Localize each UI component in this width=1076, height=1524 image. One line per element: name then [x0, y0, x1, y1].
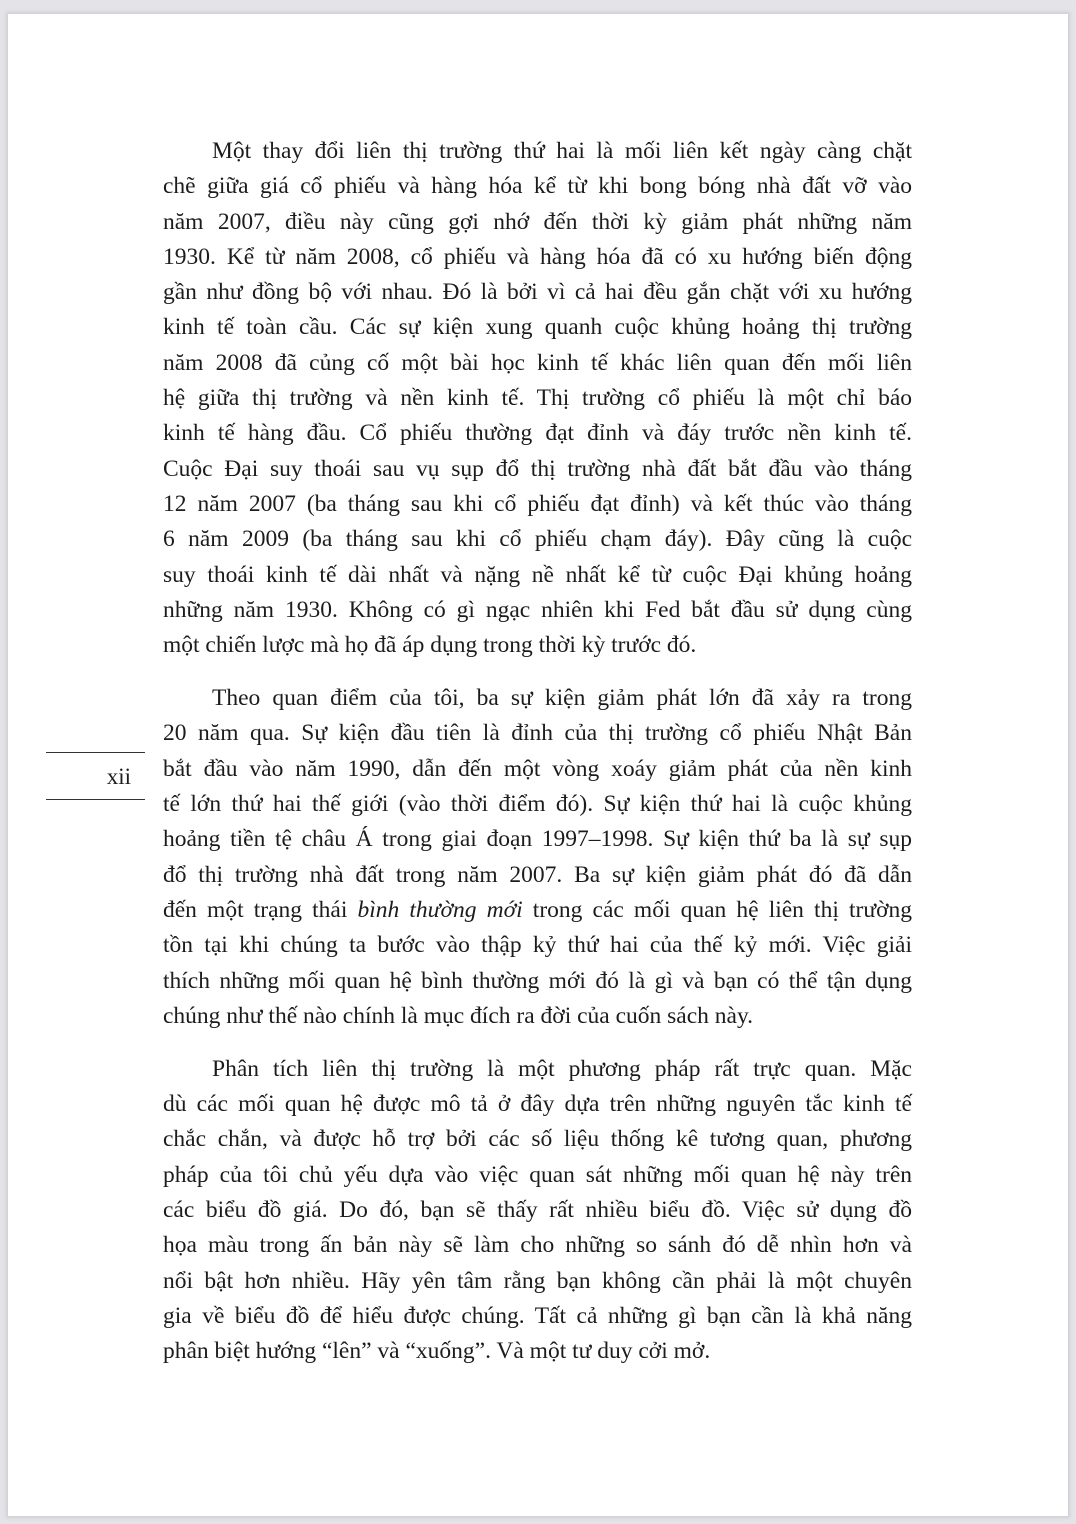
text-line: dù các mối quan hệ được mô tả ở đây dựa trên những nguyên tắc kinh tế — [163, 1091, 912, 1118]
paragraph — [163, 681, 912, 1034]
text-line: 1930. Kể từ năm 2008, cổ phiếu và hàng hóa đã có xu hướng biến động — [163, 243, 912, 270]
text-line: Theo quan điểm của tôi, ba sự kiện giảm phát lớn đã xảy ra trong — [212, 685, 912, 712]
text-line: kinh tế toàn cầu. Các sự kiện xung quanh cuộc khủng hoảng thị trường — [163, 314, 912, 341]
text-line: Một thay đổi liên thị trường thứ hai là mối liên kết ngày càng chặt — [212, 138, 912, 164]
body-text — [163, 134, 912, 1387]
text-line: 20 năm qua. Sự kiện đầu tiên là đỉnh của thị trường cổ phiếu Nhật Bản — [163, 720, 912, 747]
page-folio — [46, 752, 145, 800]
text-fragment: đến một trạng thái — [163, 896, 358, 923]
text-line: gia về biểu đồ để hiểu được chúng. Tất cả những gì bạn cần là khả năng — [163, 1302, 912, 1329]
text-line — [163, 893, 912, 928]
text-line: phân biệt hướng “lên” và “xuống”. Và một tư duy cởi mở. — [163, 1338, 711, 1365]
text-line: chẽ giữa giá cổ phiếu và hàng hóa kể từ khi bong bóng nhà đất vỡ vào — [163, 173, 912, 200]
text-line: năm 2008 đã củng cố một bài học kinh tế khác liên quan đến mối liên — [163, 349, 912, 376]
text-line: một chiến lược mà họ đã áp dụng trong thời kỳ trước đó. — [163, 632, 697, 659]
text-line: pháp của tôi chủ yếu dựa vào việc quan sát những mối quan hệ này trên — [163, 1161, 912, 1188]
text-line: suy thoái kinh tế dài nhất và nặng nề nhất kể từ cuộc Đại khủng hoảng — [163, 561, 912, 588]
text-line: những năm 1930. Không có gì ngạc nhiên khi Fed bắt đầu sử dụng cùng — [163, 596, 912, 623]
text-line: Cuộc Đại suy thoái sau vụ sụp đổ thị trường nhà đất bắt đầu vào tháng — [163, 455, 912, 482]
text-line: chúng như thế nào chính là mục đích ra đời của cuốn sách này. — [163, 1002, 754, 1029]
text-line: kinh tế hàng đầu. Cổ phiếu thường đạt đỉnh và đáy trước nền kinh tế. — [163, 420, 912, 447]
text-line: 6 năm 2009 (ba tháng sau khi cổ phiếu chạm đáy). Đây cũng là cuộc — [163, 526, 912, 553]
folio-rule-bottom — [46, 799, 145, 800]
text-line: năm 2007, điều này cũng gợi nhớ đến thời kỳ giảm phát những năm — [163, 208, 912, 235]
text-line: tế lớn thứ hai thế giới (vào thời điểm đó). Sự kiện thứ hai là cuộc khủng — [163, 791, 912, 818]
folio-rule-top — [46, 752, 145, 753]
text-fragment: trong các mối quan hệ liên thị trường — [522, 896, 912, 923]
text-line: tồn tại khi chúng ta bước vào thập kỷ thứ hai của thế kỷ mới. Việc giải — [163, 932, 912, 959]
text-line: nổi bật hơn nhiều. Hãy yên tâm rằng bạn không cần phải là một chuyên — [163, 1267, 912, 1294]
paragraph — [163, 1052, 912, 1370]
page-number: xii — [106, 764, 131, 789]
text-line: 12 năm 2007 (ba tháng sau khi cổ phiếu đạt đỉnh) và kết thúc vào tháng — [163, 490, 912, 517]
text-line: chắc chắn, và được hỗ trợ bởi các số liệu thống kê tương quan, phương — [163, 1126, 912, 1153]
text-line: Phân tích liên thị trường là một phương pháp rất trực quan. Mặc — [212, 1055, 912, 1082]
text-line: đổ thị trường nhà đất trong năm 2007. Ba sự kiện giảm phát đó đã dẫn — [163, 861, 912, 888]
text-line: hệ giữa thị trường và nền kinh tế. Thị trường cổ phiếu là một chỉ báo — [163, 385, 912, 412]
italic-term: bình thường mới — [357, 896, 523, 923]
text-line: họa màu trong ấn bản này sẽ làm cho những so sánh đó dễ nhìn hơn và — [163, 1232, 912, 1259]
text-line: các biểu đồ giá. Do đó, bạn sẽ thấy rất nhiều biểu đồ. Việc sử dụng đồ — [163, 1196, 912, 1223]
paragraph — [163, 134, 912, 663]
text-line: hoảng tiền tệ châu Á trong giai đoạn 1997–1998. Sự kiện thứ ba là sự sụp — [163, 826, 912, 853]
text-line: gần như đồng bộ với nhau. Đó là bởi vì cả hai đều gắn chặt với xu hướng — [163, 279, 912, 306]
text-line: bắt đầu vào năm 1990, dẫn đến một vòng xoáy giảm phát của nền kinh — [163, 755, 912, 782]
text-line: thích những mối quan hệ bình thường mới đó là gì và bạn có thể tận dụng — [163, 967, 912, 994]
